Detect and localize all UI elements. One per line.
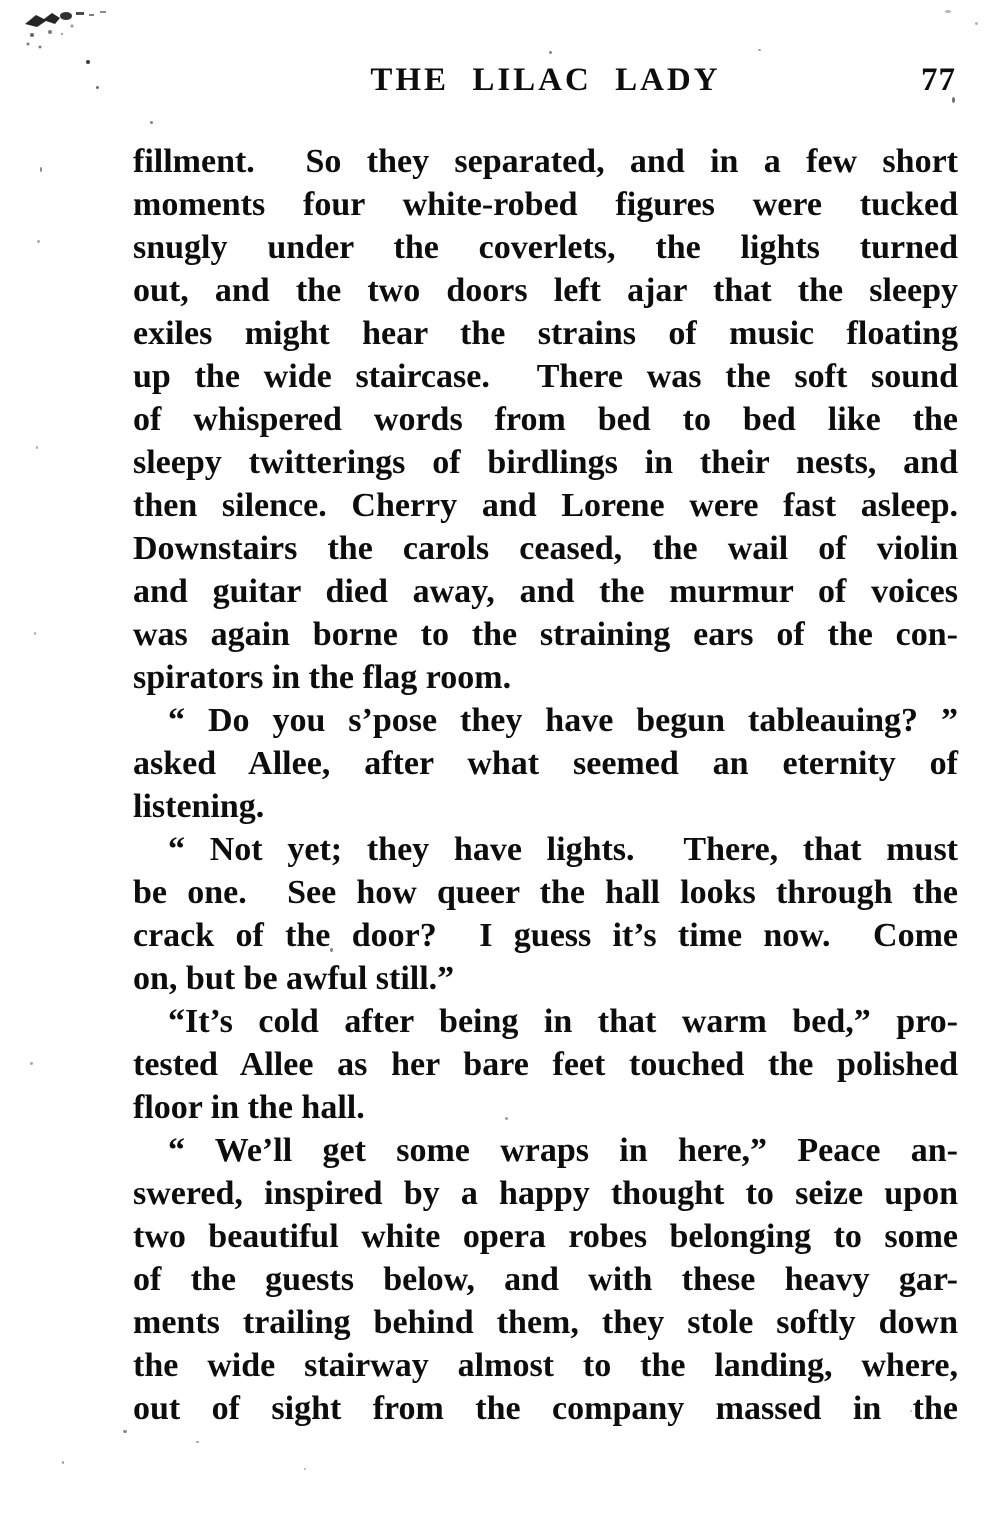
text-line: exiles might hear the strains of music floating	[133, 315, 958, 352]
text-line: asked Allee, after what seemed an eternity of	[133, 745, 958, 782]
text-line: on, but be awful still.”	[133, 960, 455, 997]
text-line: and guitar died away, and the murmur of voices	[133, 573, 958, 610]
text-line: of whispered words from bed to bed like the	[133, 401, 958, 438]
text-line: up the wide staircase. There was the soft sound	[133, 358, 958, 395]
scan-speck	[549, 51, 552, 54]
text-line: floor in the hall.	[133, 1089, 365, 1126]
text-line: then silence. Cherry and Lorene were fast asleep.	[133, 487, 958, 524]
text-line: “It’s cold after being in that warm bed,” pro-	[168, 1003, 958, 1040]
scan-speck	[37, 240, 40, 243]
text-line: fillment. So they separated, and in a few short	[133, 143, 958, 180]
text-line: the wide stairway almost to the landing, where,	[133, 1347, 958, 1384]
scan-speck	[304, 1468, 306, 1470]
text-line: out of sight from the company massed in the	[133, 1390, 958, 1427]
scan-speck	[96, 86, 99, 89]
scan-speck	[758, 49, 761, 51]
body-text	[133, 140, 958, 1430]
scan-speck	[30, 1062, 33, 1065]
scan-speck	[945, 10, 951, 13]
running-title: THE LILAC LADY	[370, 62, 721, 98]
text-line: swered, inspired by a happy thought to seize upon	[133, 1175, 958, 1212]
text-line: spirators in the flag room.	[133, 659, 512, 696]
text-line: two beautiful white opera robes belonging to some	[133, 1218, 958, 1255]
text-line: was again borne to the straining ears of the con-	[133, 616, 958, 653]
text-line: moments four white-robed figures were tucked	[133, 186, 958, 223]
text-line: crack of the door? I guess it’s time now. Come	[133, 917, 958, 954]
text-line: tested Allee as her bare feet touched the polished	[133, 1046, 958, 1083]
scan-speck	[150, 121, 153, 124]
scan-speck	[86, 60, 90, 64]
scan-speck	[34, 632, 36, 635]
text-line: “ We’ll get some wraps in here,” Peace an-	[168, 1132, 958, 1169]
scan-speck	[196, 1441, 199, 1443]
scan-speck	[975, 22, 978, 25]
scan-speck	[62, 1461, 64, 1464]
text-line: “ Do you s’pose they have begun tableauing? ”	[168, 702, 958, 739]
text-line: Downstairs the carols ceased, the wail of violin	[133, 530, 958, 567]
text-line: of the guests below, and with these heavy gar-	[133, 1261, 958, 1298]
text-line: ments trailing behind them, they stole softly down	[133, 1304, 958, 1341]
ink-smudge-artifact	[22, 4, 117, 52]
text-line: “ Not yet; they have lights. There, that must	[168, 831, 958, 868]
page-number: 77	[921, 62, 956, 98]
scan-speck	[40, 167, 42, 172]
scan-speck	[123, 1430, 127, 1433]
text-line: snugly under the coverlets, the lights turned	[133, 229, 958, 266]
text-line: out, and the two doors left ajar that the sleepy	[133, 272, 958, 309]
text-line: listening.	[133, 788, 265, 825]
text-line: sleepy twitterings of birdlings in their nests, and	[133, 444, 958, 481]
text-line: be one. See how queer the hall looks through the	[133, 874, 958, 911]
scan-speck	[36, 446, 38, 449]
